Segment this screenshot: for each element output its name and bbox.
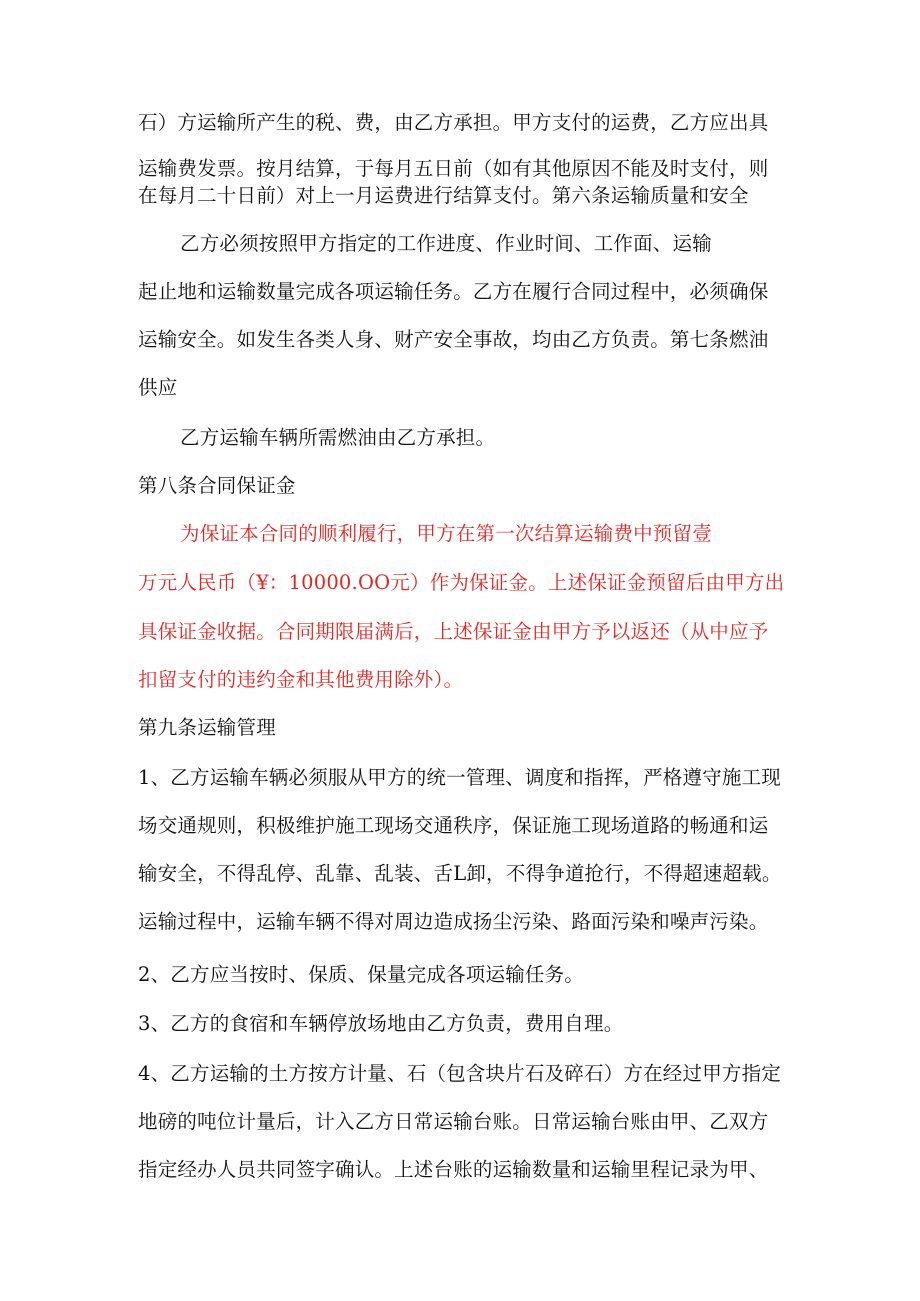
highlighted-text-line: 万元人民币（¥：10000.OO元）作为保证金。上述保证金预留后由甲方出 (138, 571, 785, 594)
text-line: 4、乙方运输的土方按方计量、石（包含块片石及碎石）方在经过甲方指定 (138, 1062, 782, 1085)
text-line: 起止地和运输数量完成各项运输任务。乙方在履行合同过程中，必须确保 (138, 280, 769, 303)
text-line: 乙方必须按照甲方指定的工作进度、作业时间、工作面、运输 (180, 232, 712, 255)
highlighted-text-line: 为保证本合同的顺利履行，甲方在第一次结算运输费中预留壹 (180, 522, 712, 545)
text-line: 在每月二十日前）对上一月运费进行结算支付。第六条运输质量和安全 (138, 184, 749, 207)
text-line: 运输费发票。按月结算，于每月五日前（如有其他原因不能及时支付，则 (138, 157, 769, 180)
text-line: 指定经办人员共同签字确认。上述台账的运输数量和运输里程记录为甲、 (138, 1158, 769, 1181)
text-line: 运输过程中，运输车辆不得对周边造成扬尘污染、路面污染和噪声污染。 (138, 910, 769, 933)
text-line: 地磅的吨位计量后，计入乙方日常运输台账。日常运输台账由甲、乙双方 (138, 1110, 769, 1133)
text-line: 供应 (138, 376, 178, 399)
highlighted-text-line: 扣留支付的违约金和其他费用除外）。 (138, 668, 464, 691)
text-line: 3、乙方的食宿和车辆停放场地由乙方负责，费用自理。 (138, 1012, 624, 1035)
section-heading: 第八条合同保证金 (138, 474, 296, 497)
text-line: 2、乙方应当按时、保质、保量完成各项运输任务。 (138, 963, 585, 986)
text-line: 石）方运输所产生的税、费，由乙方承担。甲方支付的运费，乙方应出具 (138, 111, 769, 134)
highlighted-text-line: 具保证金收据。合同期限届满后，上述保证金由甲方予以返还（从中应予 (138, 620, 769, 643)
section-heading: 第九条运输管理 (138, 716, 276, 739)
text-line: 运输安全。如发生各类人身、财产安全事故，均由乙方负责。第七条燃油 (138, 328, 769, 351)
text-line: 1、乙方运输车辆必须服从甲方的统一管理、调度和指挥，严格遵守施工现 (138, 766, 782, 789)
text-line: 场交通规则，积极维护施工现场交通秩序，保证施工现场道路的畅通和运 (138, 814, 769, 837)
text-line: 输安全，不得乱停、乱靠、乱装、舌L卸，不得争道抢行，不得超速超载。 (138, 862, 782, 885)
text-line: 乙方运输车辆所需燃油由乙方承担。 (180, 426, 496, 449)
